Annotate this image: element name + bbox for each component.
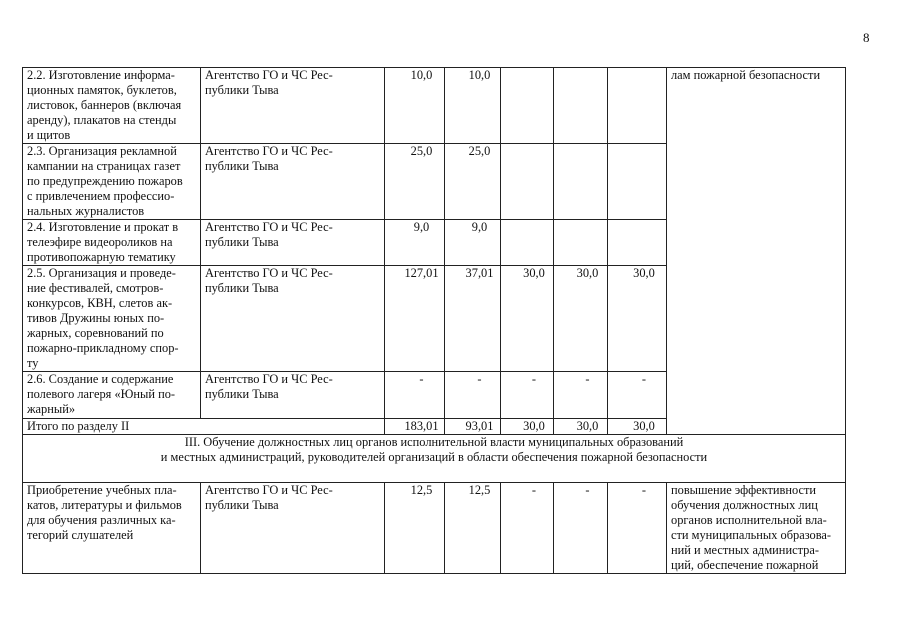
section-title-line: и местных администраций, руководителей организаций в области обеспечения пожарной безопасности [160, 450, 708, 464]
executor-cell-line: публики Тыва [205, 159, 279, 173]
amount-cell-value: - [419, 372, 424, 386]
result-cell-line: повышение эффективности [671, 483, 817, 497]
executor-cell-line: публики Тыва [205, 387, 279, 401]
result-cell-line: лам пожарной безопасности [671, 68, 821, 82]
total-label [23, 419, 385, 435]
amount-cell [385, 144, 445, 220]
amount-cell-value: 127,01 [404, 266, 439, 280]
amount-cell [445, 266, 501, 372]
activity-cell-line: 2.2. Изготовление информа- [27, 68, 175, 82]
activity-cell-line: Приобретение учебных пла- [27, 483, 177, 497]
total-label-line: Итого по разделу II [27, 419, 130, 433]
activity-cell-line: 2.6. Создание и содержание [27, 372, 174, 386]
amount-cell-value: - [641, 483, 647, 497]
amount-cell [445, 144, 501, 220]
result-cell [667, 483, 846, 574]
activity-cell [23, 266, 201, 372]
section-title [23, 435, 846, 483]
total-amount-cell [501, 419, 554, 435]
total-amount-cell-value: 30,0 [523, 419, 545, 433]
activity-cell-line: 2.4. Изготовление и прокат в [27, 220, 179, 234]
activity-cell-line: жарных, соревнований по [27, 326, 164, 340]
amount-cell [445, 220, 501, 266]
amount-cell-value: 9,0 [413, 220, 430, 234]
amount-cell [385, 220, 445, 266]
total-amount-cell [554, 419, 608, 435]
total-amount-cell-value: 30,0 [633, 419, 655, 433]
section-title-line: III. Обучение должностных лиц органов исполнительной власти муниципальных образований [184, 435, 684, 449]
activity-cell [23, 483, 201, 574]
amount-cell-value: 12,5 [468, 483, 491, 497]
total-amount-cell [445, 419, 501, 435]
activity-cell-line: 2.3. Организация рекламной [27, 144, 177, 158]
activity-cell-line: нальных журналистов [27, 204, 145, 218]
amount-cell [501, 372, 554, 419]
table-row [23, 483, 846, 574]
amount-cell [501, 220, 554, 266]
amount-cell-value: 30,0 [633, 266, 655, 280]
amount-cell [445, 372, 501, 419]
activity-cell-line: 2.5. Организация и проведе- [27, 266, 176, 280]
amount-cell-value: 12,5 [410, 483, 433, 497]
executor-cell [201, 144, 385, 220]
activity-cell [23, 220, 201, 266]
activity-cell-line: по предупреждению пожаров [27, 174, 183, 188]
activity-cell-line: тивов Дружины юных по- [27, 311, 165, 325]
executor-cell [201, 68, 385, 144]
activity-cell [23, 372, 201, 419]
amount-cell-value: - [641, 372, 647, 386]
amount-cell-value: 25,0 [468, 144, 491, 158]
amount-cell-value: 10,0 [468, 68, 491, 82]
amount-cell-value: - [531, 483, 537, 497]
result-cell-line: органов исполнительной вла- [671, 513, 827, 527]
result-cell-line: сти муниципальных образова- [671, 528, 832, 542]
amount-cell [385, 372, 445, 419]
amount-cell [554, 144, 608, 220]
activity-cell-line: пожарно-прикладному спор- [27, 341, 179, 355]
executor-cell [201, 220, 385, 266]
amount-cell [608, 266, 667, 372]
amount-cell [554, 372, 608, 419]
activity-cell-line: противопожарную тематику [27, 250, 176, 264]
executor-cell-line: Агентство ГО и ЧС Рес- [205, 483, 333, 497]
activity-cell-line: ту [27, 356, 39, 370]
amount-cell [445, 68, 501, 144]
total-amount-cell-value: 30,0 [576, 419, 599, 433]
amount-cell-value: 37,01 [465, 266, 494, 280]
amount-cell [608, 220, 667, 266]
amount-cell-value: - [531, 372, 537, 386]
amount-cell [554, 68, 608, 144]
executor-cell [201, 483, 385, 574]
amount-cell [501, 266, 554, 372]
result-cell [667, 68, 846, 435]
activity-cell-line: полевого лагеря «Юный по- [27, 387, 176, 401]
activity-cell [23, 144, 201, 220]
activity-cell-line: ционных памяток, буклетов, [27, 83, 177, 97]
activity-cell-line: телеэфире видеороликов на [27, 235, 173, 249]
activity-cell-line: кампании на страницах газет [27, 159, 181, 173]
amount-cell-value: 30,0 [576, 266, 599, 280]
amount-cell-value: 10,0 [410, 68, 433, 82]
activity-cell-line: конкурсов, КВН, слетов ак- [27, 296, 173, 310]
activity-cell-line: ние фестивалей, смотров- [27, 281, 164, 295]
executor-cell-line: публики Тыва [205, 281, 279, 295]
executor-cell-line: Агентство ГО и ЧС Рес- [205, 68, 333, 82]
executor-cell-line: Агентство ГО и ЧС Рес- [205, 372, 333, 386]
amount-cell [608, 483, 667, 574]
executor-cell [201, 266, 385, 372]
total-amount-cell [385, 419, 445, 435]
activity-cell-line: жарный» [27, 402, 76, 416]
page-number: 8 [863, 30, 870, 45]
activity-cell-line: катов, литературы и фильмов [27, 498, 182, 512]
executor-cell-line: публики Тыва [205, 498, 279, 512]
amount-cell [554, 483, 608, 574]
activity-cell-line: тегорий слушателей [27, 528, 134, 542]
total-amount-cell-value: 93,01 [465, 419, 494, 433]
activity-cell-line: и щитов [27, 128, 71, 142]
activity-cell-line: для обучения различных ка- [27, 513, 176, 527]
executor-cell [201, 372, 385, 419]
amount-cell-value: 30,0 [523, 266, 545, 280]
measures-table [22, 67, 846, 574]
section-header-row [23, 435, 846, 483]
amount-cell [501, 68, 554, 144]
activity-cell [23, 68, 201, 144]
amount-cell-value: - [585, 372, 590, 386]
amount-cell-value: - [585, 483, 590, 497]
amount-cell [501, 144, 554, 220]
result-cell-line: обучения должностных лиц [671, 498, 818, 512]
amount-cell [608, 68, 667, 144]
amount-cell [385, 483, 445, 574]
amount-cell [554, 266, 608, 372]
activity-cell-line: с привлечением профессио- [27, 189, 175, 203]
executor-cell-line: Агентство ГО и ЧС Рес- [205, 144, 333, 158]
result-cell-line: ций, обеспечение пожарной [671, 558, 819, 572]
result-cell-line: ний и местных администра- [671, 543, 819, 557]
amount-cell [445, 483, 501, 574]
amount-cell [385, 68, 445, 144]
executor-cell-line: Агентство ГО и ЧС Рес- [205, 220, 333, 234]
executor-cell-line: Агентство ГО и ЧС Рес- [205, 266, 333, 280]
total-amount-cell-value: 183,01 [404, 419, 439, 433]
amount-cell [501, 483, 554, 574]
activity-cell-line: аренду), плакатов на стенды [27, 113, 177, 127]
executor-cell-line: публики Тыва [205, 235, 279, 249]
amount-cell [608, 372, 667, 419]
amount-cell-value: - [477, 372, 482, 386]
amount-cell [385, 266, 445, 372]
amount-cell [608, 144, 667, 220]
executor-cell-line: публики Тыва [205, 83, 279, 97]
table-row [23, 68, 846, 144]
activity-cell-line: листовок, баннеров (включая [27, 98, 182, 112]
amount-cell-value: 25,0 [410, 144, 433, 158]
amount-cell [554, 220, 608, 266]
amount-cell-value: 9,0 [471, 220, 488, 234]
total-amount-cell [608, 419, 667, 435]
